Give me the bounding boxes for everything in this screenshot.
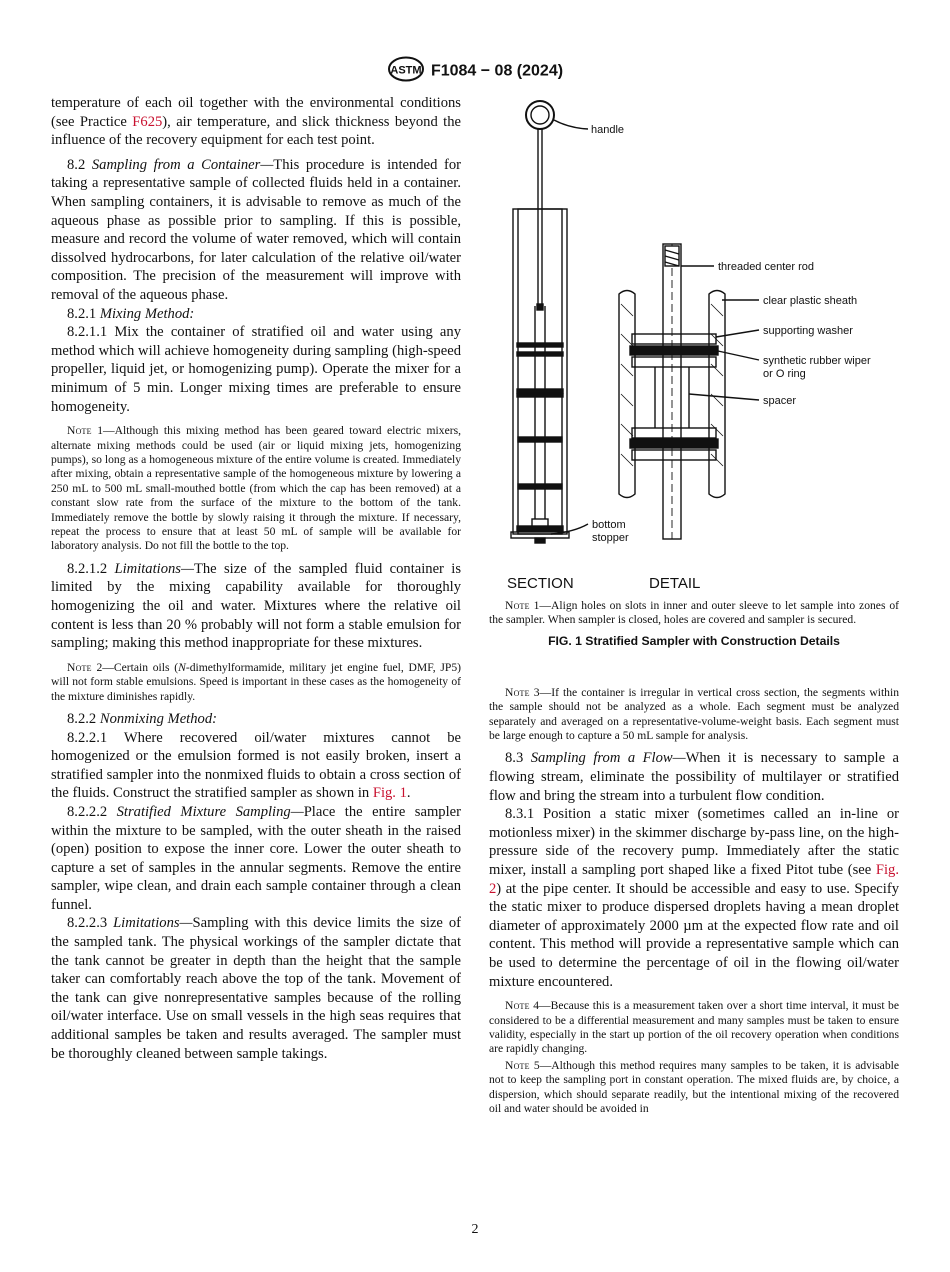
label-detail: DETAIL: [649, 575, 701, 592]
figure-1-stratified-sampler: [489, 94, 899, 599]
label-spacer: spacer: [763, 395, 797, 407]
section-8-2-2-1: 8.2.2.1 Where recovered oil/water mixtures cannot be homogenized or the emulsion formed is not easily broken, insert a stratified sampler into the nonmixed fluids to obtain a cross section of the fluids. Construct the stratified sampler as shown in Fig. 1.: [51, 729, 461, 802]
label-stopper: stopper: [592, 532, 629, 544]
paragraph-continuation: temperature of each oil together with the environmental conditions (see Practice F625), air temperature, and slick thickness beyond the influence of the recovery equipment for each test point.: [51, 95, 461, 149]
left-column: [51, 94, 461, 1063]
section-8-2-2: 8.2.2 Nonmixing Method:: [67, 710, 217, 727]
section-8-2-1-1: 8.2.1.1 Mix the container of stratified oil and water using any method which will achieve homogeneity during sampling (high-speed propeller, liquid jet, or homogenizing pump). Operate the mixer for a minimum of 5 min. Longer mixing times are preferable to ensure homogeneity.: [51, 324, 461, 415]
page-header: [0, 56, 950, 87]
label-supporting-washer: supporting washer: [763, 325, 853, 337]
label-o-ring: or O ring: [763, 368, 806, 380]
right-column: [489, 94, 899, 1116]
label-synthetic-rubber-wiper: synthetic rubber wiper: [763, 355, 871, 367]
logo-text: ASTM: [390, 64, 422, 77]
label-clear-plastic-sheath: clear plastic sheath: [763, 295, 858, 307]
note-3: Note 3—If the container is irregular in vertical cross section, the segments within the sample should not be analyzed as a whole. Each segment must be analyzed separately and averaged on a representative-volume-weight basis. Each segment must be large enough to capture a 50 mL sample for analysis.: [489, 685, 899, 743]
note-4: Note 4—Because this is a measurement taken over a short time interval, it must be considered to be a differential measurement and many samples must be taken to ensure validity, especially in the start up portion of the oil recovery operation when conditions are rapidly changing.: [489, 999, 899, 1056]
section-8-2: 8.2 Sampling from a Container—This procedure is intended for taking a representative sample of collected fluids held in a container. When sampling containers, it is advisable to remove as much of the aqueous phase as possible prior to sampling. If this is possible, measure and record the volume of water removed, which will contain dissolved hydrocarbons, for later calculation of the relative oil/water composition. The precision of the measurement will improve with removal of the aqueous phase.: [51, 156, 461, 303]
section-8-2-1: 8.2.1 Mixing Method:: [67, 305, 195, 322]
note-2: Note 2—Certain oils (N-dimethylformamide, military jet engine fuel, DMF, JP5) will not form stable emulsions. Speed is important in these cases as the homogeneity of the mixture diminishes rapidly.: [51, 660, 461, 703]
section-8-2-1-2: 8.2.1.2 Limitations—The size of the sampled fluid container is limited by the mixing capability available for thoroughly homogenizing the oil and water. Mixtures where the relative oil content is less than 20 % probably will not form a stable emulsion for sampling; making this method inappropriate for these mixtures.: [51, 560, 462, 652]
section-8-3: 8.3 Sampling from a Flow—When it is necessary to sample a flowing stream, eliminate the possibility of multilayer or stratified flow and bring the stream into a turbulent flow condition.: [489, 750, 899, 804]
figure-caption: FIG. 1 Stratified Sampler with Construction Details: [548, 633, 840, 648]
label-bottom: bottom: [592, 519, 626, 531]
label-handle: handle: [591, 124, 625, 136]
link-f625[interactable]: F625: [132, 113, 163, 130]
label-section: SECTION: [507, 575, 574, 592]
section-8-2-2-3: 8.2.2.3 Limitations—Sampling with this device limits the size of the sampled tank. The physical workings of the sampler dictate that the tank cannot be greater in depth than the height that the sample taker can comfortably reach above the top of the tank. Movement of the tank can give nonrepresentative samples because of the rolling oil/water interface. Use on small vessels in the high seas requires that additional samples be taken and results averaged. The sampler must be thoroughly cleaned between sample takings.: [51, 915, 461, 1062]
link-fig-1[interactable]: Fig. 1: [372, 785, 407, 802]
figure-note-1: Note 1—Align holes on slots in inner and outer sleeve to let sample into zones of the sampler. When sampler is closed, holes are covered and sampler is secured.: [489, 599, 899, 627]
section-8-3-1: 8.3.1 Position a static mixer (sometimes called an in-line or motionless mixer) in the skimmer discharge by-pass line, on the high-pressure side of the recovery pump. Immediately after the static mixer, install a sampling port shaped like a fixed Pitot tube (see Fig. 2) at the pipe center. It should be accessible and easy to use. Specify the static mixer to produce dispersed droplets having a mean droplet diameter of approximately 2000 µm at the expected flow rate and oil content. This method will provide a representative sample which can be used to determine the percentage of oil in the flowing oil/water mixture encountered.: [489, 806, 899, 990]
astm-logo-icon: [387, 56, 425, 87]
note-5: Note 5—Although this method requires many samples to be taken, it is advisable not to keep the sampling port in constant operation. The mixed fluids are, by choice, a dispersion, which should separate readily, but the intentional mixing of the recovered oil and water should be avoided in: [489, 1058, 899, 1115]
link-fig-2[interactable]: Fig. 2: [489, 862, 899, 897]
section-8-2-2-2: 8.2.2.2 Stratified Mixture Sampling—Place the entire sampler within the mixture to be sampled, with the outer sheath in the raised (open) position to expose the inner core. Lower the outer sheath to capture a set of samples in the annular segments. Remove the entire sampler, wipe clean, and drain each sample container through a clean funnel.: [51, 803, 461, 913]
note-1: Note 1—Although this mixing method has been geared toward electric mixers, alternate mixing methods could be used (air or liquid mixing jets, homogenizing pumps), so long as a homogeneous mixture of the entire volume is created. Immediately after mixing, obtain a representative sample of the homogeneous mixture by lowering a 250 mL to 500 mL small-mouthed bottle (from which the cap has been removed) at a constant slow rate from the surface of the mixture to the bottom of the tank. Immediately remove the bottle by slowly raising it through the mixture. If necessary, repeat the process to ensure that at least 50 mL of sample will be available for laboratory analysis. Do not fill the bottle to the top.: [51, 424, 461, 553]
sampler-drawing: [489, 94, 899, 599]
page-number: 2: [471, 1222, 479, 1237]
label-threaded-center-rod: threaded center rod: [718, 261, 815, 273]
document-designation: F1084 − 08 (2024): [430, 62, 564, 80]
